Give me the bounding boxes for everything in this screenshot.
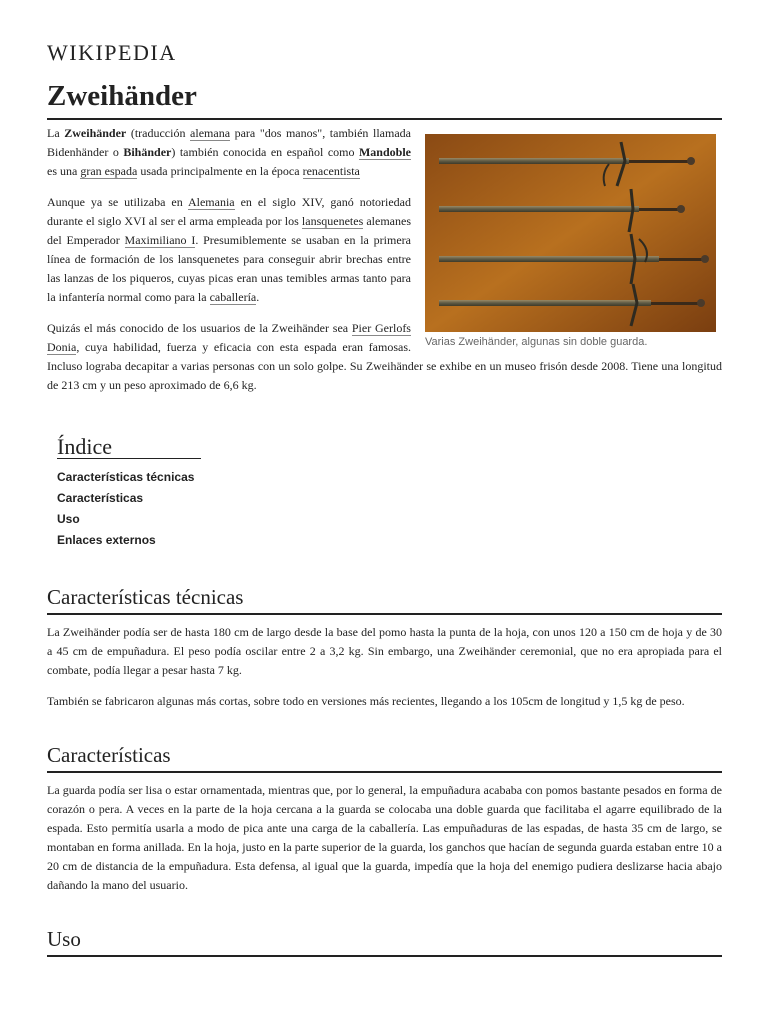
table-of-contents bbox=[57, 434, 257, 551]
link-maximiliano[interactable]: Maximiliano I bbox=[124, 233, 196, 247]
caracteristicas-paragraph-1: La guarda podía ser lisa o estar ornamentada, mientras que, por lo general, la empuñadura acababa con pomos bastante pesados en forma de corazón o pera. A veces en la parte de la hoja cercana a la guarda se colocaba una doble guarda que facilitaba el agarre equilibrado de la espada. Esto permitía usarla a modo de pica ante una carga de la caballería. Las empuñaduras de las espadas, de hasta 35 cm de largo, se montaban en forma anillada. En la hoja, justo en la parte superior de la guarda, los ganchos que hacían de segunda guarda estaban entre 10 a 20 cm de distancia de la empuñadura. Esta defensa, al igual que la guarda, impedía que la hoja del enemigo pudiera deslizarse hacia abajo dañando la mano del usuario. bbox=[47, 783, 722, 892]
tecnicas-paragraph-2: También se fabricaron algunas más cortas, sobre todo en versiones más recientes, llegando a los 105cm de longitud y 1,5 kg de peso. bbox=[47, 694, 685, 708]
infobox-figure bbox=[425, 134, 716, 349]
section-heading-uso: Uso bbox=[47, 925, 722, 957]
link-mandoble[interactable]: Mandoble bbox=[358, 145, 411, 159]
text: Quizás el más conocido de los usuarios de la Zweihänder sea bbox=[47, 321, 352, 335]
link-alemania[interactable]: Alemania bbox=[187, 195, 235, 209]
text: , cuya habilidad, fuerza y eficacia con esta espada eran famosas. Incluso lograba decapitar a varias personas con un solo golpe. Su Zweihänder se exhibe en un museo frisón desde 2008. Tiene una longitud de 213 cm y un peso aproximado de 6,6 kg. bbox=[47, 340, 722, 392]
bold-term: Bihänder bbox=[123, 145, 172, 159]
text: es una bbox=[47, 164, 81, 178]
text: usada principalmente en la época bbox=[137, 164, 303, 178]
bold-term: Zweihänder bbox=[64, 126, 127, 140]
link-lansquenetes[interactable]: lansquenetes bbox=[301, 214, 364, 228]
figure-caption: Varias Zweihänder, algunas sin doble guarda. bbox=[425, 336, 648, 348]
article-body bbox=[47, 124, 722, 965]
text: . Presumiblemente se usaban en la primera línea de formación de los lansquenetes para conseguir abrir brechas entre las lanzas de los piqueros, cuyas picas eran unas temibles armas tanto para la infantería normal como para la bbox=[47, 233, 411, 304]
text: (traducción bbox=[126, 126, 191, 140]
section-heading-caracteristicas: Características bbox=[47, 741, 722, 773]
toc-item-caracteristicas-tecnicas[interactable]: Características técnicas bbox=[57, 470, 195, 484]
toc-title: Índice bbox=[57, 437, 201, 459]
toc-item-caracteristicas[interactable]: Características bbox=[57, 491, 144, 505]
section-heading-caracteristicas-tecnicas: Características técnicas bbox=[47, 583, 722, 615]
link-gran-espada[interactable]: gran espada bbox=[80, 164, 138, 178]
text: para "dos manos", también llamada Bidenhänder o bbox=[47, 126, 411, 159]
text: La bbox=[47, 126, 65, 140]
text: ) también conocida en español como bbox=[171, 145, 359, 159]
link-caballeria[interactable]: caballería bbox=[209, 290, 257, 304]
link-renacentista[interactable]: renacentista bbox=[302, 164, 360, 178]
toc-item-enlaces-externos[interactable]: Enlaces externos bbox=[57, 533, 156, 547]
toc-list bbox=[57, 467, 257, 551]
link-alemana[interactable]: alemana bbox=[190, 126, 231, 140]
text: en el siglo XIV, ganó notoriedad durante el siglo XVI al ser el arma empleada por los bbox=[47, 195, 412, 228]
text: alemanes del Emperador bbox=[47, 214, 411, 247]
wikipedia-logo[interactable]: WIKIPEDIA bbox=[47, 40, 177, 65]
text: . bbox=[256, 290, 260, 304]
toc-item-uso[interactable]: Uso bbox=[57, 512, 80, 526]
page-title: Zweihänder bbox=[47, 78, 722, 120]
text: Aunque ya se utilizaba en bbox=[47, 195, 188, 209]
swords-photo[interactable] bbox=[425, 134, 716, 332]
link-pier-gerlofs-donia[interactable]: Pier Gerlofs Donia bbox=[47, 321, 411, 354]
tecnicas-paragraph-1: La Zweihänder podía ser de hasta 180 cm de largo desde la base del pomo hasta la punta de la hoja, con unos 120 a 150 cm de hoja y de 30 a 45 cm de empuñadura. El peso podía oscilar entre 2 a 3,2 kg. Sin embargo, una Zweihänder ceremonial, que no era apropiada para el combate, podía llegar a pesar hasta 7 kg. bbox=[47, 625, 722, 677]
